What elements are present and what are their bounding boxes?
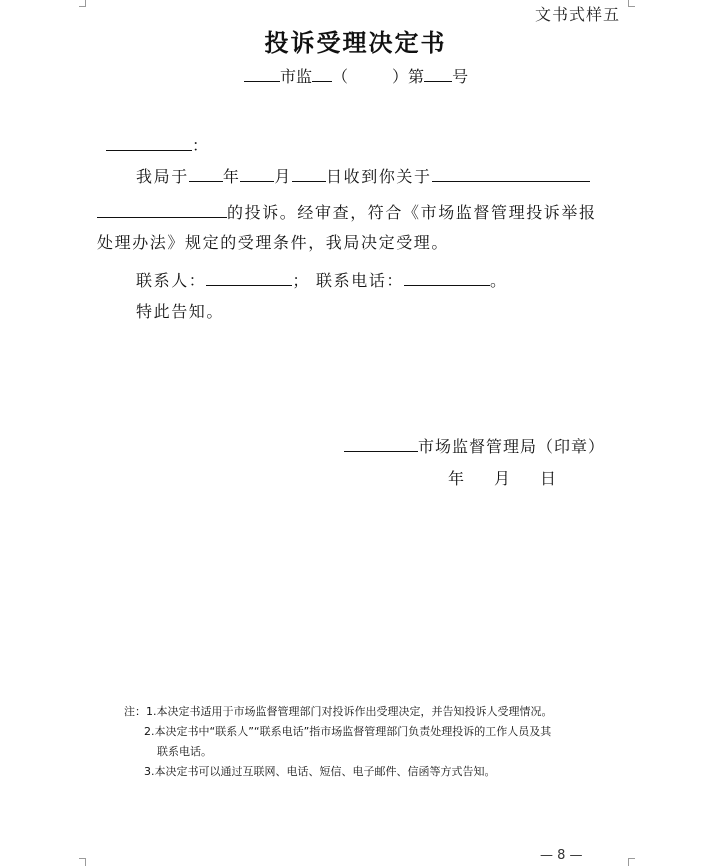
region-blank xyxy=(244,65,280,82)
notes-prefix: 注： xyxy=(124,705,146,718)
open-paren: （ xyxy=(332,67,349,86)
closing-line: 特此告知。 xyxy=(136,302,225,321)
signature-line xyxy=(344,434,605,457)
crop-mark-top-left-h xyxy=(79,6,86,7)
body-line-2 xyxy=(97,201,597,223)
crop-mark-bottom-left xyxy=(85,858,86,866)
addressee-line xyxy=(106,134,210,156)
contact-person-blank xyxy=(206,269,292,286)
note-3: 3.本决定书可以通过互联网、电话、短信、电子邮件、信函等方式告知。 xyxy=(144,765,496,778)
close-paren: ） xyxy=(392,67,409,86)
year-blank xyxy=(189,165,223,182)
document-number-line xyxy=(244,64,468,87)
complaint-subject-blank-cont xyxy=(97,201,227,218)
serial-blank xyxy=(424,65,452,82)
notes-section xyxy=(124,702,553,782)
body-text: 日收到你关于 xyxy=(326,167,432,186)
hao-label: 号 xyxy=(452,67,469,86)
body-line-1 xyxy=(136,165,590,187)
month-label: 月 xyxy=(274,167,293,186)
crop-mark-bottom-right xyxy=(628,858,629,866)
semicolon: ； xyxy=(292,271,311,290)
contact-phone-blank xyxy=(404,269,490,286)
document-title: 投诉受理决定书 xyxy=(264,28,447,57)
document-template-label: 文书式样五 xyxy=(535,5,621,24)
body-text: 我局于 xyxy=(136,167,189,186)
agency-seal-label: 市场监督管理局（印章） xyxy=(418,437,606,456)
contact-line xyxy=(136,269,508,291)
agency-blank xyxy=(344,435,418,452)
note-2: 2.本决定书中“联系人”“联系电话”指市场监督管理部门负责处理投诉的工作人员及其 xyxy=(144,725,552,738)
date-year-label: 年 xyxy=(448,469,465,488)
note-1 xyxy=(124,702,553,722)
addressee-colon: ： xyxy=(192,136,210,155)
category-blank xyxy=(312,65,332,82)
body-text: 的投诉。经审查，符合《市场监督管理投诉举报 xyxy=(227,203,597,222)
addressee-blank xyxy=(106,134,192,151)
body-line-3: 处理办法》规定的受理条件，我局决定受理。 xyxy=(97,233,450,252)
city-label: 市监 xyxy=(280,67,313,86)
contact-person-label: 联系人： xyxy=(136,271,207,290)
contact-phone-label: 联系电话： xyxy=(316,271,405,290)
di-label: 第 xyxy=(408,67,425,86)
signature-date xyxy=(448,466,586,489)
crop-mark-top-right-h xyxy=(628,6,635,7)
day-blank xyxy=(292,165,326,182)
note-2-cont: 联系电话。 xyxy=(157,745,212,758)
note-text: 1.本决定书适用于市场监督管理部门对投诉作出受理决定，并告知投诉人受理情况。 xyxy=(146,705,553,718)
period: 。 xyxy=(490,271,508,290)
page-number: — 8 — xyxy=(540,848,583,863)
complaint-subject-blank xyxy=(432,165,590,182)
month-blank xyxy=(240,165,274,182)
crop-mark-bottom-left-h xyxy=(79,858,86,859)
year-label: 年 xyxy=(222,167,241,186)
date-day-label: 日 xyxy=(540,469,557,488)
crop-mark-bottom-right-h xyxy=(628,858,635,859)
date-month-label: 月 xyxy=(494,469,511,488)
